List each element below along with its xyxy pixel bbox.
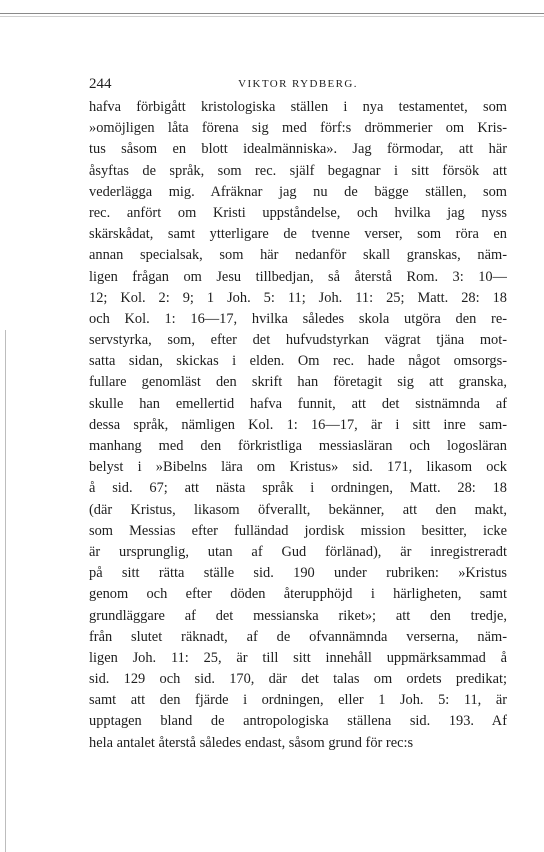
text-line: genom och efter döden återupphöjd i härligheten, samt bbox=[89, 586, 507, 603]
text-line: annan specialsak, som här nedanför skall granskas, näm- bbox=[89, 247, 507, 264]
text-line: sid. 129 och sid. 170, där det talas om ordets predikat; bbox=[89, 671, 507, 688]
text-line: ligen frågan om Jesu tillbedjan, så återstå Rom. 3: 10— bbox=[89, 268, 507, 285]
text-line: »omöjligen låta förena sig med förf:s drömmerier om Kris- bbox=[89, 120, 507, 137]
page-number: 244 bbox=[89, 76, 112, 92]
running-head: VIKTOR RYDBERG. bbox=[238, 78, 358, 90]
text-line: fullare genomläst den skrift han företagit sig att granska, bbox=[89, 374, 507, 391]
text-line: 12; Kol. 2: 9; 1 Joh. 5: 11; Joh. 11: 25; Matt. 28: 18 bbox=[89, 289, 507, 306]
text-line: är ursprunglig, utan af Gud förlänad), är inregistreradt bbox=[89, 543, 507, 560]
text-line: belyst i »Bibelns lära om Kristus» sid. 171, likasom ock bbox=[89, 459, 507, 476]
text-line: skulle han emellertid hafva funnit, att det sistnämnda af bbox=[89, 395, 507, 412]
text-line: å sid. 67; att nästa språk i ordningen, Matt. 28: 18 bbox=[89, 480, 507, 497]
text-line: på sitt rätta ställe sid. 190 under rubriken: »Kristus bbox=[89, 565, 507, 582]
text-line: och Kol. 1: 16—17, hvilka således skola utgöra den re- bbox=[89, 310, 507, 327]
text-line: manhang med den förkristliga messiasläran och logosläran bbox=[89, 438, 507, 454]
text-line: från slutet räknadt, af de ofvannämnda verserna, näm- bbox=[89, 628, 507, 645]
page-header bbox=[89, 76, 507, 92]
text-line: upptagen bland de antropologiska ställena sid. 193. Af bbox=[89, 713, 507, 730]
text-line: servstyrka, som, efter det hufvudstyrkan vägrat tjäna mot- bbox=[89, 332, 507, 349]
text-line: samt att den fjärde i ordningen, eller 1 Joh. 5: 11, är bbox=[89, 692, 507, 709]
text-line: hafva förbigått kristologiska ställen i nya testamentet, som bbox=[89, 99, 507, 115]
text-line: (där Kristus, likasom öfverallt, bekänner, att den makt, bbox=[89, 501, 507, 518]
text-line: rec. anfört om Kristi uppståndelse, och hvilka jag nyss bbox=[89, 204, 507, 221]
text-line: grundläggare af det messianska riket»; att den tredje, bbox=[89, 607, 507, 624]
top-rule-shadow bbox=[0, 16, 544, 17]
text-line: tus såsom en blott idealmänniska». Jag förmodar, att här bbox=[89, 141, 507, 158]
text-line: dessa språk, nämligen Kol. 1: 16—17, är i sitt inre sam- bbox=[89, 416, 507, 433]
text-line: ligen Joh. 11: 25, är till sitt innehåll uppmärksammad å bbox=[89, 649, 507, 666]
body-text bbox=[89, 97, 507, 754]
text-line: som Messias efter fulländad jordisk mission besitter, icke bbox=[89, 522, 507, 539]
text-line: åsyftas de språk, som rec. själf begagnar i sitt försök att bbox=[89, 162, 507, 179]
text-line: skärskådat, samt ytterligare de tvenne verser, som röra en bbox=[89, 226, 507, 243]
text-line: hela antalet återstå således endast, såsom grund för rec:s bbox=[89, 734, 414, 751]
page-edge-line bbox=[5, 330, 6, 852]
text-line: vederlägga mig. Afräknar jag nu de bägge ställen, som bbox=[89, 183, 507, 200]
top-rule bbox=[0, 13, 544, 14]
text-line: satta sidan, skickas i elden. Om rec. hade något omsorgs- bbox=[89, 353, 507, 370]
